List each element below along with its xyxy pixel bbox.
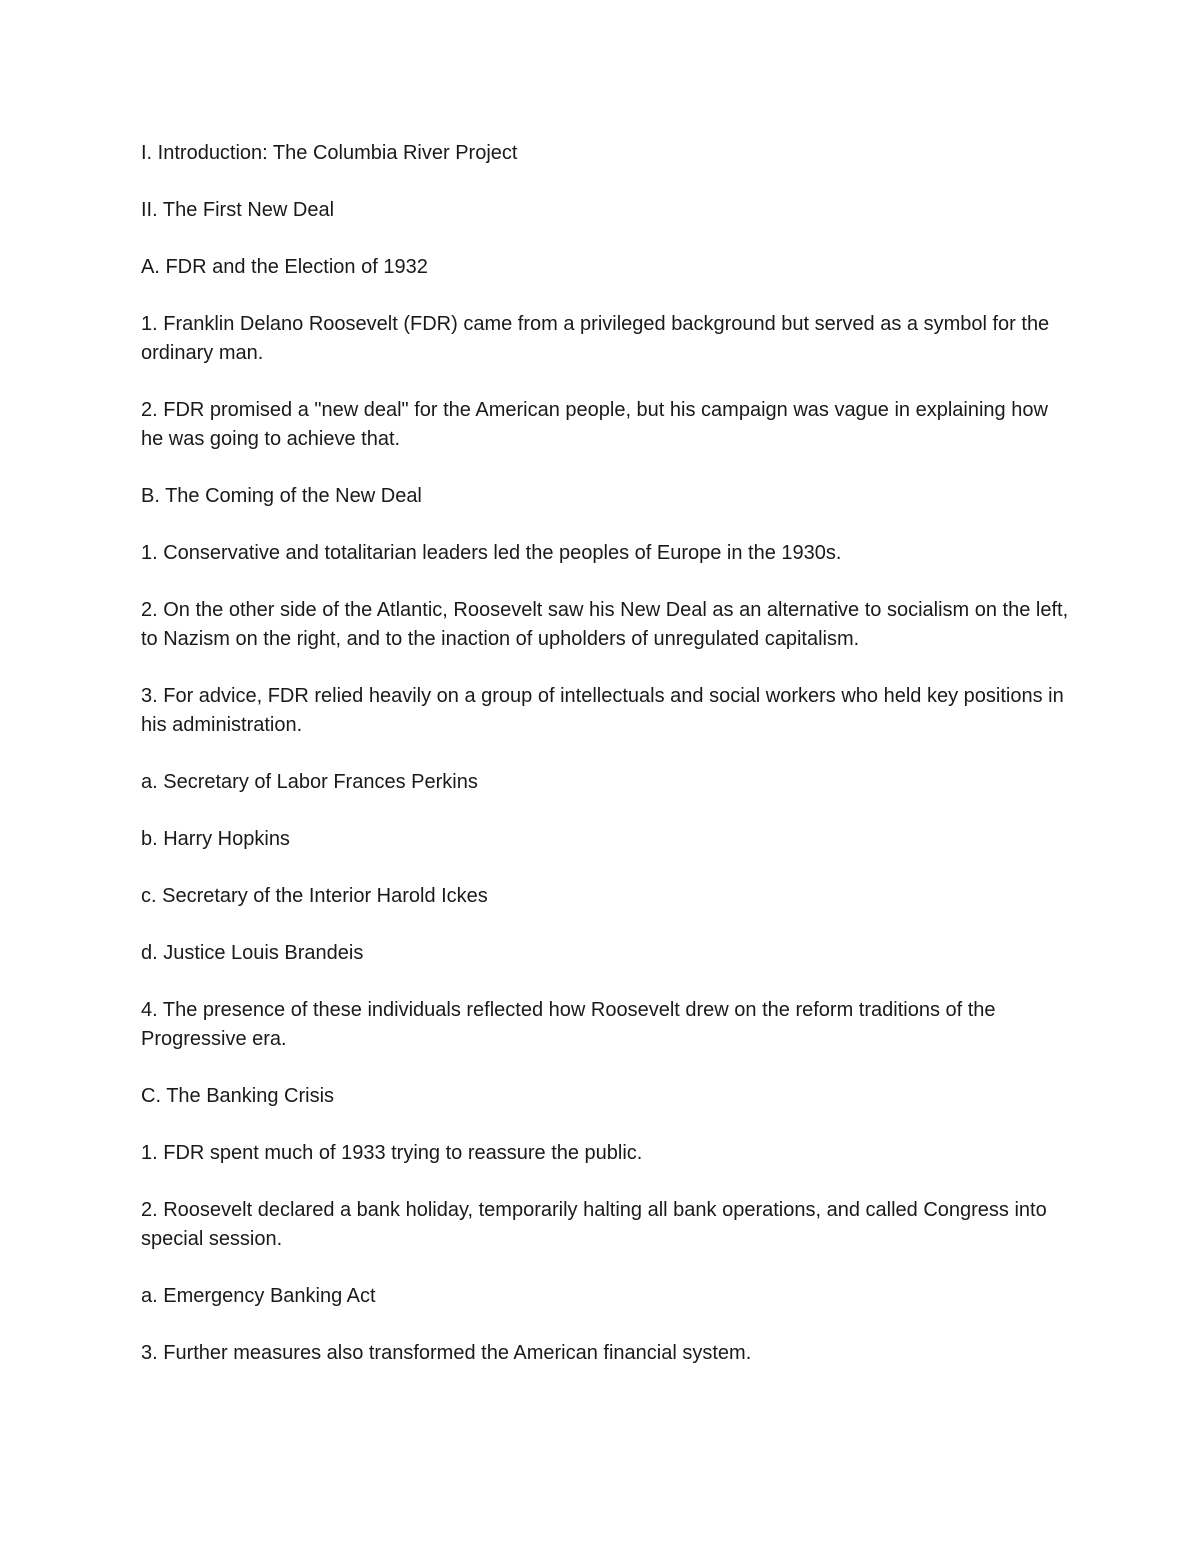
heading-first-new-deal: II. The First New Deal	[141, 199, 335, 221]
outline-subitem: a. Secretary of Labor Frances Perkins	[141, 771, 478, 793]
document-body	[141, 139, 1071, 1396]
outline-item: 1. Conservative and totalitarian leaders led the peoples of Europe in the 1930s.	[141, 542, 842, 564]
subheading-coming-new-deal: B. The Coming of the New Deal	[141, 485, 422, 507]
outline-item: 2. Roosevelt declared a bank holiday, temporarily halting all bank operations, and called Congress into special session.	[141, 1199, 1047, 1250]
outline-item: 3. For advice, FDR relied heavily on a group of intellectuals and social workers who held key positions in his administration.	[141, 685, 1064, 736]
subheading-banking-crisis: C. The Banking Crisis	[141, 1085, 335, 1107]
outline-item: 2. FDR promised a "new deal" for the American people, but his campaign was vague in explaining how he was going to achieve that.	[141, 399, 1048, 450]
outline-subitem: d. Justice Louis Brandeis	[141, 942, 364, 964]
outline-item: 1. FDR spent much of 1933 trying to reassure the public.	[141, 1142, 643, 1164]
outline-item: 2. On the other side of the Atlantic, Roosevelt saw his New Deal as an alternative to socialism on the left, to Nazism on the right, and to the inaction of upholders of unregulated capitalism.	[141, 599, 1069, 650]
outline-item: 3. Further measures also transformed the American financial system.	[141, 1342, 752, 1364]
outline-subitem: b. Harry Hopkins	[141, 828, 290, 850]
outline-item: 1. Franklin Delano Roosevelt (FDR) came from a privileged background but served as a symbol for the ordinary man.	[141, 313, 1050, 364]
subheading-fdr-election: A. FDR and the Election of 1932	[141, 256, 428, 278]
heading-introduction: I. Introduction: The Columbia River Project	[141, 142, 518, 164]
outline-item: 4. The presence of these individuals reflected how Roosevelt drew on the reform traditions of the Progressive era.	[141, 999, 996, 1050]
outline-subitem: a. Emergency Banking Act	[141, 1285, 376, 1307]
outline-subitem: c. Secretary of the Interior Harold Ickes	[141, 885, 488, 907]
